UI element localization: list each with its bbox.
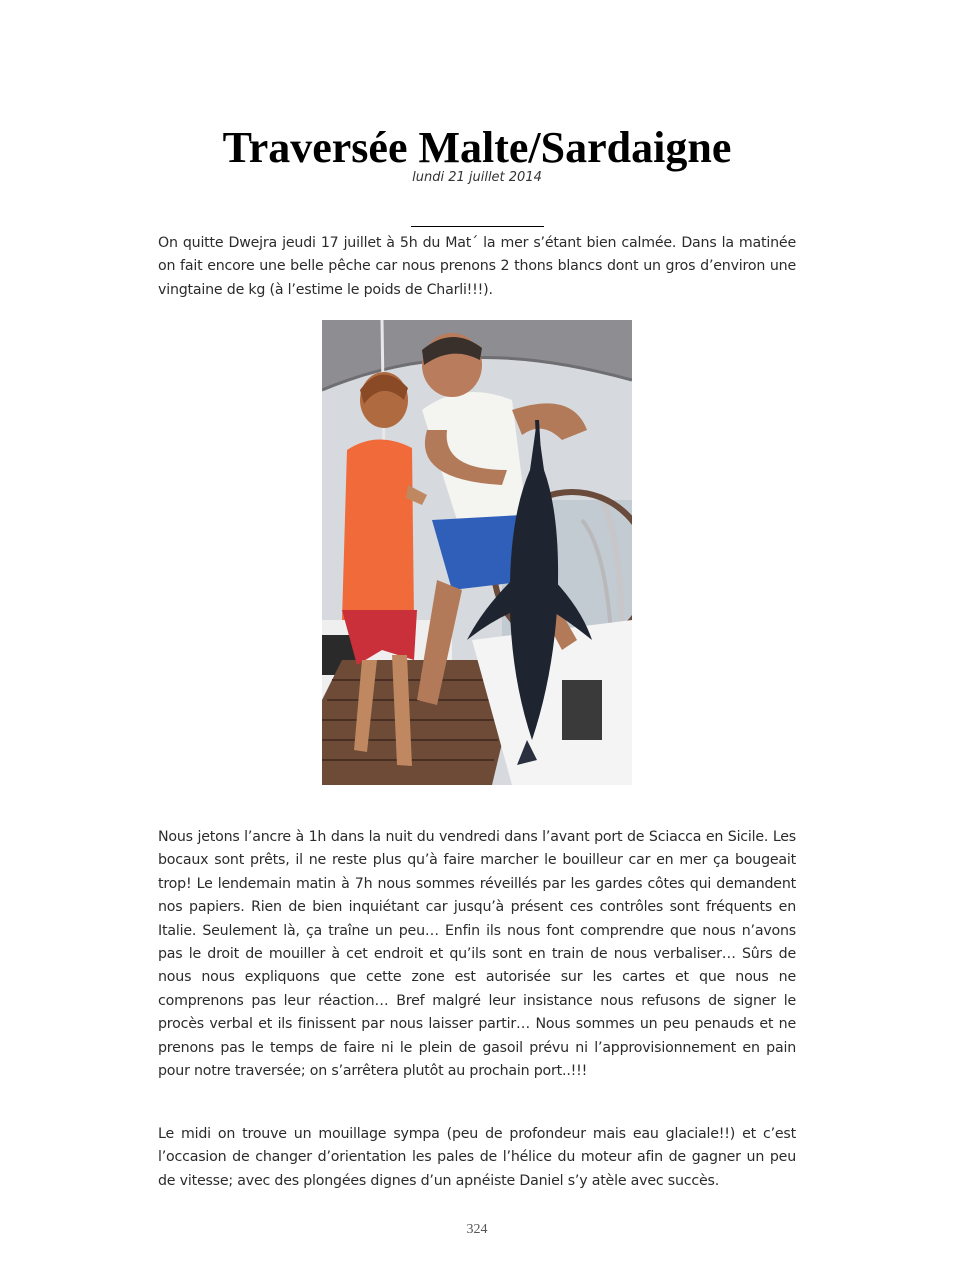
post-date: lundi 21 juillet 2014 <box>412 170 542 185</box>
photo-tuna-catch <box>322 320 632 785</box>
paragraph-sciacca: Nous jetons l’ancre à 1h dans la nuit du vendredi dans l’avant port de Sciacca en Sicile. Les bocaux sont prêts, il ne reste plus qu’à faire marcher le bouilleur car en mer ça bougeait trop! Le lendemain matin à 7h nous sommes réveillés par les gardes côtes qui demandent nos papiers. Rien de bien inquiétant car jusqu’à présent ces contrôles sont fréquents en Italie. Seulement là, ça traîne un peu… Enfin ils nous font comprendre que nous n’avons pas le droit de mouiller à cet endroit et qu’ils sont en train de nous verbaliser… Sûrs de nous nous expliquons que cette zone est autorisée sur les cartes et que nous ne comprenons pas leur réaction… Bref malgré leur insistance nous refusons de signer le procès verbal et ils finissent par nous laisser partir… Nous sommes un peu penauds et ne prenons pas le temps de faire ni le plein de gasoil prévu ni l’approvisionnement en pain pour notre traversée; on s’arrêtera plutôt au prochain port..!!! <box>158 829 796 1080</box>
page-number: 324 <box>466 1222 488 1237</box>
page-title: Traversée Malte/Sardaigne <box>222 123 732 172</box>
paragraph-mouillage: Le midi on trouve un mouillage sympa (peu de profondeur mais eau glaciale!!) et c’est l’occasion de changer d’orientation les pales de l’hélice du moteur afin de gagner un peu de vitesse; avec des plongées dignes d’un apnéiste Daniel s’y atèle avec succès. <box>158 1126 796 1189</box>
title-divider <box>411 226 544 227</box>
paragraph-intro: On quitte Dwejra jeudi 17 juillet à 5h du Mat´ la mer s’étant bien calmée. Dans la matinée on fait encore une belle pêche car nous prenons 2 thons blancs dont un gros d’environ une vingtaine de kg (à l’estime le poids de Charli!!!). <box>158 235 796 298</box>
